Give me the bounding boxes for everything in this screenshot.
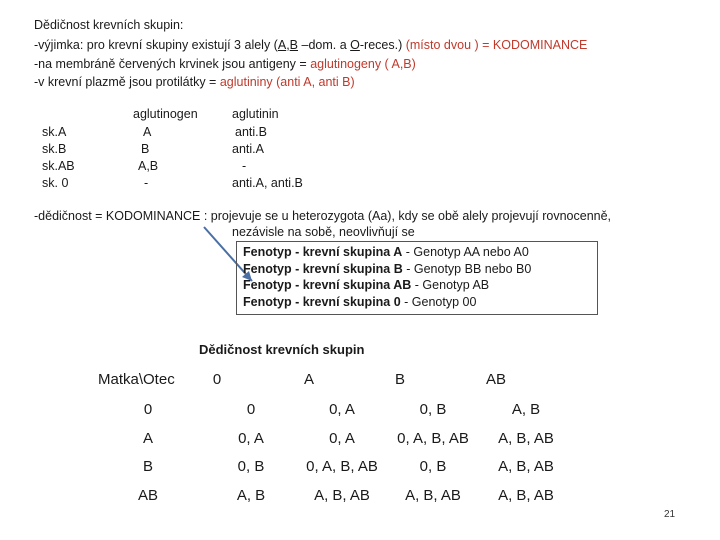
column-header: A: [303, 371, 314, 388]
intro-line-2: [34, 37, 587, 54]
callout-genotype: - Genotyp AA nebo A0: [402, 245, 529, 259]
table-cell: 0: [246, 401, 256, 418]
callout-phenotype: Fenotyp - krevní skupina 0: [243, 294, 401, 309]
group-label: sk.AB: [42, 159, 75, 173]
group-label: sk.B: [42, 142, 67, 156]
header-aglutinin: aglutinin: [232, 107, 279, 121]
inheritance-title: Dědičnost krevních skupin: [199, 342, 365, 357]
table-cell: 0, A: [238, 430, 264, 447]
allele-b: B: [289, 38, 299, 52]
column-header: B: [394, 371, 405, 388]
table-cell: A, B: [511, 401, 541, 418]
row-label: 0: [143, 401, 153, 418]
header-aglutinogen: aglutinogen: [133, 107, 198, 121]
callout-genotype: - Genotyp 00: [400, 294, 477, 309]
table-cell: A, B, AB: [498, 458, 554, 475]
intro-aglutininy: aglutininy (anti A, anti B): [219, 75, 355, 89]
row-label: A: [142, 430, 153, 447]
intro-dom: –dom. a: [298, 38, 351, 52]
callout-genotype: - Genotyp BB nebo B0: [402, 261, 532, 276]
intro-line-3-a: -na membráně červených krvinek jsou antigeny =: [34, 57, 311, 71]
callout-phenotype: Fenotyp - krevní skupina AB: [243, 278, 412, 292]
row-label: AB: [137, 487, 158, 504]
aglutinogen-value: A,B: [138, 159, 159, 173]
intro-reces: -reces.): [359, 38, 406, 52]
column-header: AB: [485, 371, 506, 388]
group-label: sk.A: [42, 125, 67, 139]
aglutinin-value: anti.B: [235, 125, 267, 139]
aglutinin-value: -: [242, 159, 247, 173]
kodominance-line-2: nezávisle na sobě, neovlivňují se: [232, 225, 415, 239]
row-label: B: [142, 458, 153, 475]
aglutinogen-value: A: [143, 125, 152, 139]
intro-line-1: Dědičnost krevních skupin:: [34, 18, 184, 32]
callout-genotype: - Genotyp AB: [411, 278, 490, 292]
table-cell: 0, B: [419, 458, 447, 475]
table-cell: 0, B: [419, 401, 447, 418]
table-cell: 0, A, B, AB: [306, 458, 378, 475]
aglutinogen-value: B: [141, 142, 150, 156]
genotype-callout: [236, 241, 598, 315]
callout-row: [243, 294, 597, 311]
table-cell: A, B: [236, 487, 266, 504]
callout-phenotype: Fenotyp - krevní skupina A: [243, 245, 403, 259]
table-cell: 0, A, B, AB: [397, 430, 469, 447]
column-header: 0: [212, 371, 222, 388]
allele-a: A: [277, 38, 287, 52]
intro-aglutinogeny: aglutinogeny ( A,B): [310, 57, 416, 71]
table-cell: A, B, AB: [498, 487, 554, 504]
group-label: sk. 0: [42, 176, 69, 190]
aglutinin-value: anti.A: [232, 142, 264, 156]
aglutinogen-value: -: [144, 176, 149, 190]
table-cell: 0, B: [237, 458, 265, 475]
table-cell: A, B, AB: [314, 487, 370, 504]
callout-row: [243, 277, 597, 294]
intro-kodominance: (místo dvou ) = KODOMINANCE: [405, 38, 588, 52]
aglutinin-value: anti.A, anti.B: [232, 176, 303, 190]
table-cell: A, B, AB: [498, 430, 554, 447]
intro-line-2-a: -výjimka: pro krevní skupiny existují 3 alely (: [34, 38, 278, 52]
callout-phenotype: Fenotyp - krevní skupina B: [243, 261, 403, 276]
callout-row: [243, 244, 597, 261]
callout-row: [243, 261, 597, 278]
table-cell: 0, A: [329, 430, 355, 447]
table-cell: 0, A: [329, 401, 355, 418]
intro-line-3: [34, 56, 416, 73]
kodominance-line-1: -dědičnost = KODOMINANCE : projevuje se u heterozygota (Aa), kdy se obě alely projevují rovnocenně,: [34, 209, 612, 223]
intro-line-4-a: -v krevní plazmě jsou protilátky =: [34, 75, 220, 89]
allele-comma: ,: [286, 38, 290, 52]
allele-o: O: [350, 38, 360, 52]
table-corner: Matka\Otec: [98, 371, 175, 388]
page-number: 21: [664, 509, 676, 520]
table-cell: A, B, AB: [405, 487, 461, 504]
intro-line-4: [34, 74, 355, 91]
